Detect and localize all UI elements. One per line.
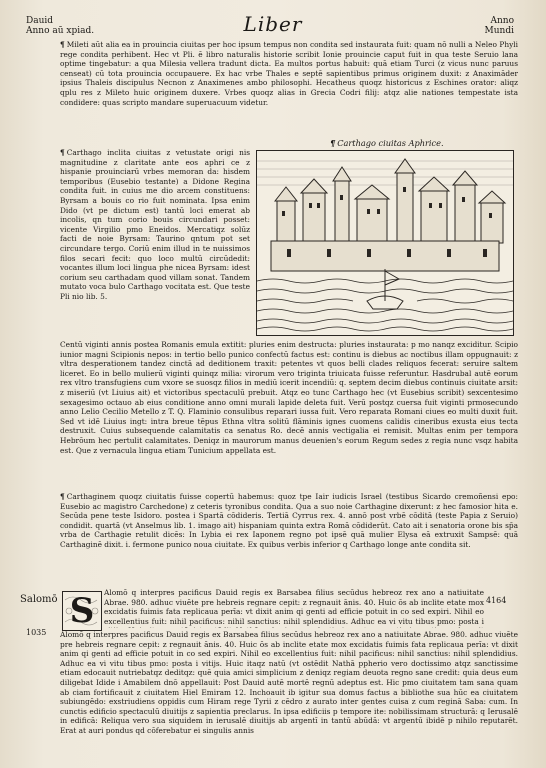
paragraph-solomon-continued [60,630,518,756]
carthage-woodcut-illustration [256,150,514,336]
paragraph-carthage-full [60,340,518,487]
paragraph-carthage-full-text: Centū viginti annis postea Romanis emula extitit: pluries enim destructa: pluries instaurata: p mo nanqz exciditur. Scipio iunior magni Scipionis nepos: in tertio bello punico confectū factus est: continu is diebus ac noctibus illam oppugnauit: z vltra desperationem tandez cinctā ad deditionem traxit: petentes vt quos belli clades reliquos fecerat: seruire saltem liceret. Eo in bello mulierū viginti quinqz milia: virorum vero triginta triuicata fuisse referuntur. Hasdrubal autē eorum rex vltro transfugiens cum vxore se suosqz filios in mediū icerit incendiū: q. septem decim diebus continuis ciuitate arsit: z miseriū (vt Liuius ait) et victoribus spectaculū prebuit. Atqz eo tunc Carthago hec (vt Eusebius scribit) sexcentesimo sexagesimo octauo ab eius conditione anno omni murali lapide deleta fuit. Verū postqz cuersa fuit viginti prmosecundo anno Lelio Cecilio Metello z T. Q. Flaminio consulibus reparari iussa fuit. Vero reparata Romani ciues eo multi duxit fuit. Sed vt idē Liuius ingt: intra breue tēpus Ethna vltra solitū flāminis ignes cuomens calidis cineribus exusta eius tecta destruxit. Cuius subsequende calamitatis ca senatus Ro. decē annis vectigalia ei remisit. Multas enim per tempora Hebrōum hec pertulit calamitates. Deniqz in maurorum manus deuenien's eorum Regum sedes z regia nunc vsqz habita est. Que z vernacula lingua etiam Tunicium appellata est. [60,340,518,455]
margin-salomo: Salomō [20,594,58,605]
running-head-left-line1: Dauid [26,16,54,26]
paragraph-solomon-continued-text: Alomō q interpres pacificus Dauid regis ex Barsabea filius secūdus hebreoz rex ano a natiuitate Abrae. 980. adhuc viuēte pre hebreis regnare cepit: z regnauit ānis. 40. Huic ōs ab inclite etate mox excidatis fuimis fata replicaua perīa: vt dixit anim qi genti ad efficie potuit in co sed expiri. Nihil eo excellentius fuit: nihil pacificus: nihil sanctius: nihil splendidius. Adhuc ea vi vitu tibus pmo: posta i vitijs. Huic itaqz natū (vt ostēdit Nathā ppherio vero doctissimo atqz sanctissime etiam edocauit nutriebatqz deditqz: quē quia amici simplicium z deniqz regiam deuota regno sane credit: quia deus eum diligebat Idide i Amabilem dnō appellauit: Post Dauid autē mortē regnū adeptus est. Hic pmo ciuitatem tam sana quam ab ciam fortificauit z ciuitatem Hiel Emiram 12. Inchoauit ib igitur sua domus factus a bibliothe sua hūc ea ciuitatem subiungēdo: exstriudiens oppidis cum Hiram rege Tyrii z cēdro z aurato inter gentes cuisa z cum reginā Saba: cum. In cunctis edificio spectaculū diuitijs z sapientia preclarus. In ipsa edificiis p tempore ite: nobilissimam structurā: q Ierusalē in edificā: Reliqua vero sua siquidem in ierusalē diuitijs ab argentī in tantū abūdā: vt argentū ibidē p nihilo reputarēt. Erat at auri pondus qd cōferebatur ei singulis annis [60,630,518,735]
pilcrow-icon: ¶ [60,148,65,157]
running-head-right-line1: Anno [490,16,514,26]
paragraph-carthage-column [60,148,250,338]
paragraph-carthages-text: Carthaginem quoqz ciuitatis fuisse copertū habemus: quoz tpe Iair iudicis Israel (testibus Sicardo cremoñensi epo: Eusebio ac magistro Carchedone) z ceteris tyronibus condita. Qua a suo noie Carthagine dixerunt: z hec famosior hita e. Secūda pene teste Isidoro. postea i Spartā cōdideris. Tertiā Cyrrus rex. 4. annō post vrbē cōditā (teste Papia z Seruio) condidit. quartā (vt Anselmus lib. 1. imago ait) hispaniam quinta extra Romā cōdiderūt. Cato ait i senatoria orone bis sp̄a vrba de Carthagie retulit dicēs: In Lybia ei rex Iaponem regno pot ipsē quā mulier Elysa eā extruxit Sampsē: quā Carthaginē dixit. i. fermone punico noua ciuitate. Ex quibus verbis inferior q Carthago longe ante condita sit. [60,492,518,549]
margin-number-left: 1035 [26,628,47,637]
running-head-left-line2: Anno aū xpiad. [26,26,95,36]
paragraph-solomon-head [104,588,484,628]
running-head-title: Liber [243,12,303,36]
paragraph-carthages [60,492,518,584]
running-head-right-line2: Mundi [484,26,514,36]
pilcrow-icon: ¶ [330,138,336,148]
paragraph-miletus [60,40,518,136]
woodcut-caption-text: Carthago ciuitas Aphrice. [337,138,444,148]
decorated-initial [62,591,102,631]
pilcrow-icon: ¶ [60,40,65,49]
woodcut-caption [330,138,444,148]
margin-number-right: 4164 [486,596,507,605]
running-head-right [485,16,514,36]
paragraph-solomon-text: Alomō q interpres pacificus Dauid regis ex Barsabea filius secūdus hebreoz rex ano a natiuitate Abrae. 980. adhuc viuēte pre hebreis regnare cepit: z regnauit ānis. 40. Huic ōs ab inclite etate mox excidatis fuimis fata replicaua perīa: vt dixit anim qi genti ad efficie potuit in co sed expiri. Nihil eo excellentius fuit: nihil pacificus: nihil sanctius: nihil splendidius. Adhuc ea vi vitu tibus pmo: posta i [104,588,484,626]
decorated-initial-letter: S [69,591,95,631]
paragraph-carthage-column-text: Carthago inclita ciuitas z vetustate origi nis magnitudine z claritate ante eos aphri ce z hispanie prouinciarū vrbes memoran da: hisdem temporibus (Eusebio testante) a Didone Regina condita fuit. in cuius me dio arcem constituens: Byrsam a bouis co rio fuit nominata. Ipsa enim Dido (vt pe dictum est) tantū loci emerat ab incolis, qn tum corio bouis circundari posset: vicente Virgilio pmo Eneidos. Mercatiqz solūz facti de noie Byrsam: Taurino qntum pot set circundare tergo. Coriū enim illud in te nuissimos filos secari fecit: quo loco multū circūdedit: vocantes illum loci lingua phe nicea Byrsam: idest corium seu carthadam quod villam sonat. Tandem mutato voca bulo Carthago vocitata est. Que teste Pli nio lib. 5. [60,148,250,301]
city-woodcut-icon [257,151,513,335]
paragraph-miletus-text: Mileti aūt alia ea in prouincia ciuitas per hoc ipsum tempus non condita sed instaurata fuit: quam nō nulli a Neleo Phyli rege condita perhibent. Hec vt Pli. ē libro naturalis historie scribit Ionie prouincie caput fuit in qua teste Seruio lana optime tingebatur: a qua Milesia vellera tradunt dicta. Ea multos portus habuit: quā etiam Turci (z vicus nunc paruus censeat) cū tota prouincia occupauere. Ex hac vrbe Thales e septē sapientibus primus originem duxit: z Anaximāder ipsius Thaleis discipulus Necnon z Anaximenes ambo philosophi. Hecatheus quoqz historicus z Eschines orator: aliqz qplu res z Mileto huic originem duxere. Vrbes quoqz alias in Grecia Codri filij: atqz alie nationes tempestate ista condidere: quas scripto mandare superuacuum videtur. [60,40,518,107]
pilcrow-icon: ¶ [60,492,65,501]
